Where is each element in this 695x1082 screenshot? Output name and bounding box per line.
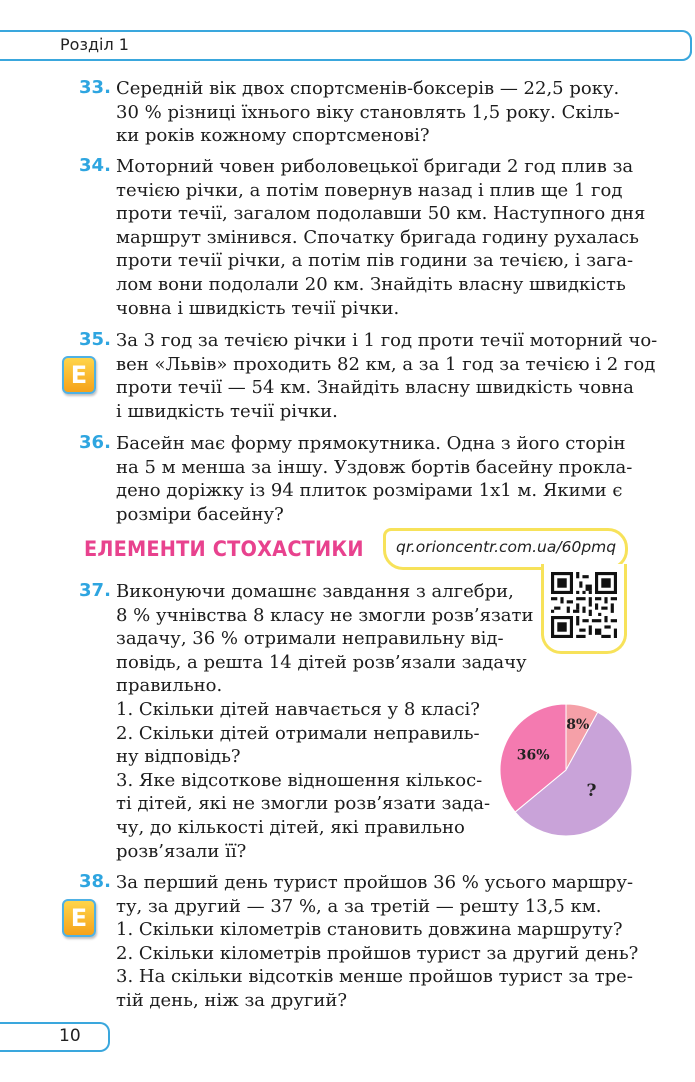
pie-chart: [496, 700, 636, 840]
task-number-36: 36.: [79, 432, 111, 453]
task-38-text: За перший день турист пройшов 36 % усього маршру- ту, за другий — 37 %, а за третій — решту 13,5 км. 1. Скільки кілометрів становить довжина маршруту? 2. Скільки кілометрів пройшов турист за другий день? 3. На скільки відсотків менше пройшов турист за тре- тій день, ніж за другий?: [116, 872, 639, 1011]
footer-bar: [0, 1022, 110, 1052]
pie-slice-label: 36%: [516, 747, 550, 764]
pie-slice-label: ?: [586, 781, 597, 802]
task-34-text: Моторний човен риболовецької бригади 2 год плив за течією річки, а потім повернув назад і плив ще 1 год проти течії, загалом подолавши 50 км. Наступного дня маршрут змінився. Спочатку бригада годину рухалась проти течії річки, а потім пів години за течією, і зага- лом вони подолали 20 км. Знайдіть власну швидкість човна і швидкість течії річки.: [116, 156, 646, 319]
task-number-35: 35.: [79, 329, 111, 350]
page-number: 10: [59, 1026, 81, 1046]
task-number-34: 34.: [79, 155, 111, 176]
qr-link[interactable]: qr.orioncentr.com.ua/60pmq: [396, 538, 617, 556]
task-number-37: 37.: [79, 580, 111, 601]
section-label: Розділ 1: [60, 35, 129, 54]
e-level-badge-icon: Е: [62, 899, 96, 937]
task-35-text: За 3 год за течією річки і 1 год проти течії моторний чо- вен «Львів» проходить 82 км, а за 1 год за течією і 2 год проти течії — 54 км. Знайдіть власну швидкість човна і швидкість течії річки.: [116, 330, 658, 422]
task-number-33: 33.: [79, 77, 111, 98]
qr-code-icon[interactable]: [551, 572, 617, 638]
task-36-text: Басейн має форму прямокутника. Одна з його сторін на 5 м менша за іншу. Уздовж бортів басейну прокла- дено доріжку із 94 плиток розмірами 1х1 м. Якими є розміри басейну?: [116, 433, 633, 525]
e-level-badge-icon: Е: [62, 356, 96, 394]
pie-slice-label: 8%: [566, 716, 590, 733]
task-37-text: Виконуючи домашнє завдання з алгебри, 8 % учнівства 8 класу не змогли розв’язати задачу, 36 % отримали неправильну від- повідь, а решта 14 дітей розв’язали задачу правильно. 1. Скільки дітей навчається у 8 класі? 2. Скільки дітей отримали неправиль- ну відповідь? 3. Яке відсоткове відношення кількос- ті дітей, які не змогли розв’язати зада- чу, до кількості дітей, які правильно розв’язали її?: [116, 581, 534, 862]
task-33-text: Середній вік двох спортсменів-боксерів — 22,5 року. 30 % різниці їхнього віку становлять 1,5 року. Скіль- ки років кожному спортсменові?: [116, 78, 620, 147]
task-number-38: 38.: [79, 871, 111, 892]
section-title: ЕЛЕМЕНТИ СТОХАСТИКИ: [84, 537, 364, 561]
